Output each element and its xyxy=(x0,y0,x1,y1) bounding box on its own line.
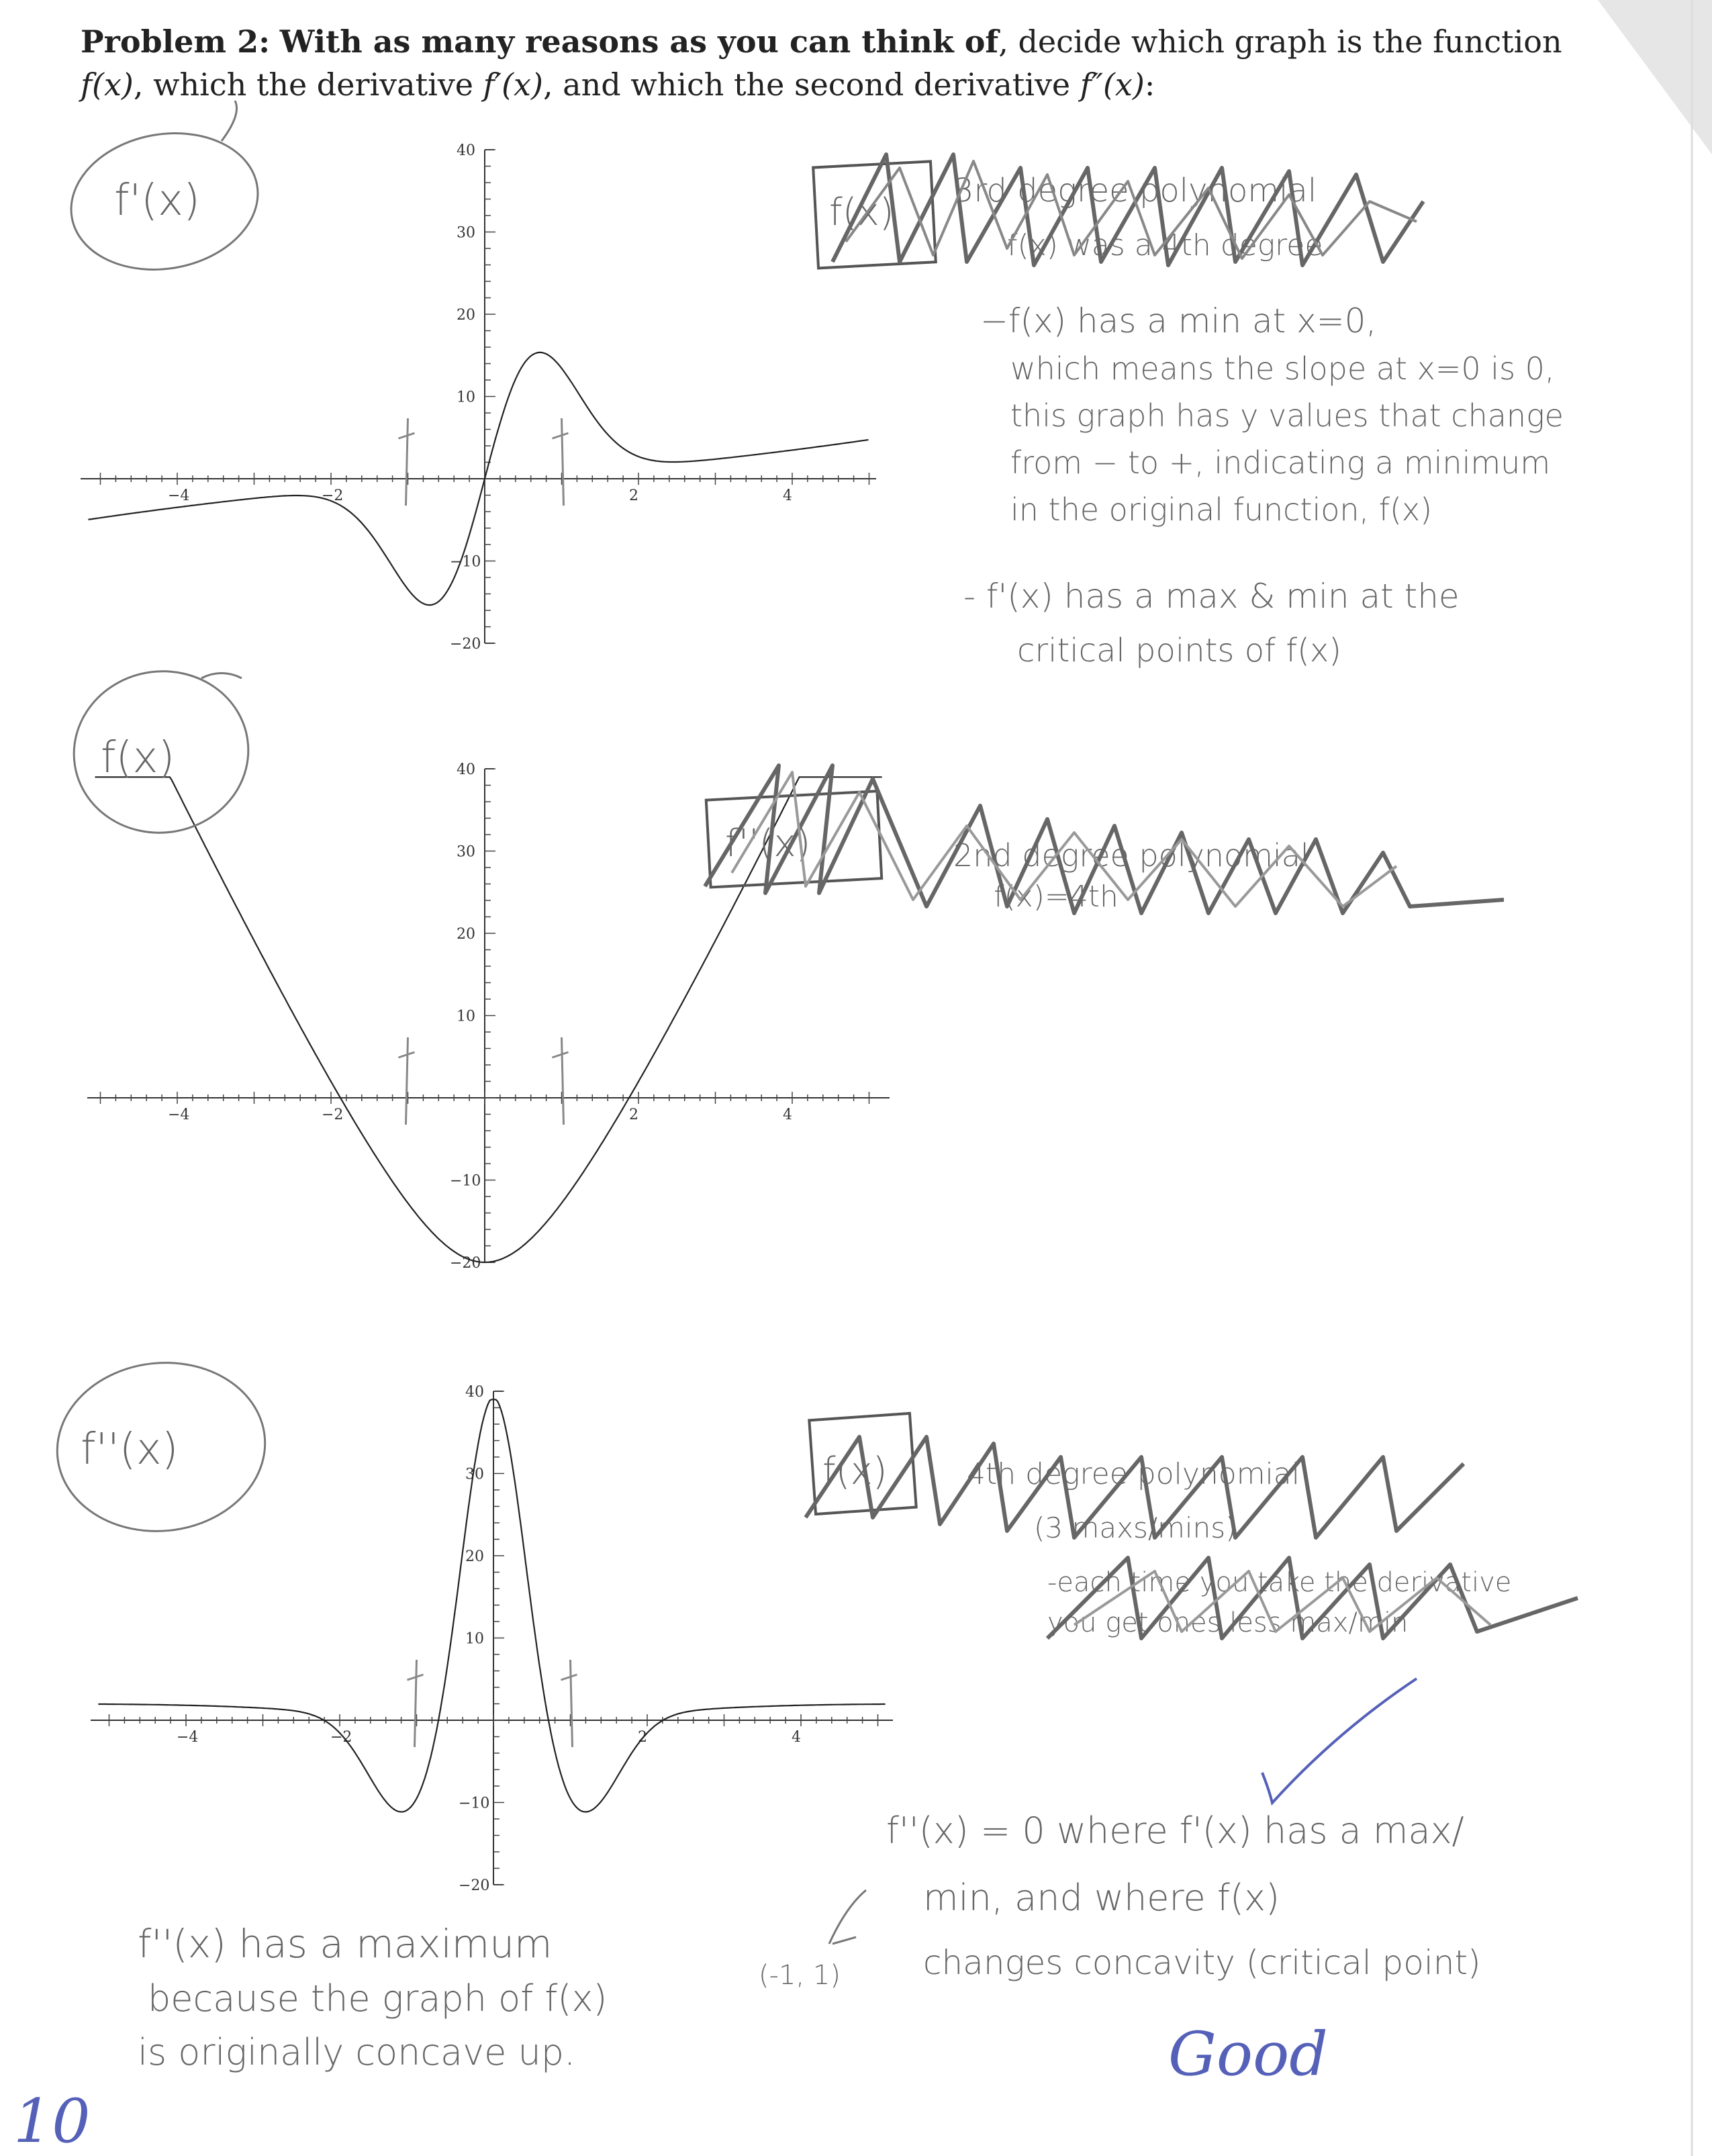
bottom-note-line-3: is originally concave up. xyxy=(138,2031,576,2073)
y-tick-label: 40 xyxy=(457,142,475,159)
note1b-line-1: - f'(x) has a max & min at the xyxy=(963,577,1460,616)
y-tick-label: −20 xyxy=(459,1877,490,1894)
x-tick-label: −2 xyxy=(322,487,344,504)
pencil-marker xyxy=(415,1660,417,1747)
y-tick-label: −20 xyxy=(450,1255,481,1272)
curve-line xyxy=(98,1399,885,1812)
problem-text-1: , decide which graph is the function xyxy=(998,24,1562,60)
pencil-marker-dash xyxy=(553,433,569,438)
y-tick-label: 20 xyxy=(465,1548,484,1565)
x-tick-label: 4 xyxy=(783,1107,792,1123)
x-tick-label: 2 xyxy=(629,1107,638,1123)
problem-fpx: f′(x) xyxy=(483,66,543,103)
pencil-marker xyxy=(562,418,564,506)
pencil-marker xyxy=(571,1660,573,1747)
crossed-text-1a: 3rd degree polynomial xyxy=(953,172,1317,209)
x-tick-label: 2 xyxy=(638,1729,647,1746)
crossed-box-text-1: f(x) xyxy=(829,191,894,234)
pencil-marker xyxy=(562,1037,564,1125)
note1-line-3: this graph has y values that change xyxy=(1010,397,1564,434)
y-tick-label: 30 xyxy=(457,224,475,242)
y-tick-label: −10 xyxy=(450,1172,481,1190)
crossed-out-note-1 xyxy=(813,154,1423,268)
y-tick-label: 10 xyxy=(465,1630,484,1648)
y-tick-label: −20 xyxy=(450,636,481,653)
problem-bold-instruction: With as many reasons as you can think of xyxy=(279,24,999,60)
note1-line-5: in the original function, f(x) xyxy=(1010,491,1433,528)
circled-label-2 xyxy=(64,660,259,844)
y-tick-label: 10 xyxy=(457,1008,475,1025)
pencil-marker xyxy=(406,1037,408,1125)
x-tick-label: −2 xyxy=(322,1107,344,1123)
y-tick-label: −10 xyxy=(459,1795,490,1812)
note3-line-1: f''(x) = 0 where f'(x) has a max/ xyxy=(886,1810,1464,1852)
y-tick-label: 10 xyxy=(457,389,475,406)
grader-comment: Good xyxy=(1168,2019,1328,2090)
crossed-text-3b: (3 maxs/mins) xyxy=(1034,1511,1237,1544)
y-tick-label: 40 xyxy=(457,761,475,778)
problem-text-4: : xyxy=(1144,66,1155,103)
pencil-marker-dash xyxy=(553,1052,569,1058)
y-tick-label: 40 xyxy=(465,1384,484,1401)
circled-label-text-2: f(x) xyxy=(101,733,175,783)
y-tick-label: 20 xyxy=(457,307,475,324)
crossed-text-3d: you get ones less max/min xyxy=(1047,1607,1409,1638)
crossed-text-2a: 2nd degree polynomial xyxy=(953,837,1309,874)
note1-line-4: from − to +, indicating a minimum xyxy=(1010,444,1551,481)
problem-fx: f(x) xyxy=(81,66,134,103)
problem-text-2: , which the derivative xyxy=(133,66,473,103)
problem-text-3: , and which the second derivative xyxy=(542,66,1071,103)
circled-label-3 xyxy=(49,1352,273,1541)
x-tick-label: 2 xyxy=(629,487,638,504)
note3-line-2: min, and where f(x) xyxy=(923,1877,1280,1919)
circled-label-text-3: f''(x) xyxy=(81,1425,179,1474)
score: 10 xyxy=(13,2086,91,2156)
crossed-text-3c: -each time you take the derivative xyxy=(1047,1567,1512,1598)
bottom-note-line-1: f''(x) has a maximum xyxy=(138,1921,553,1967)
crossed-text-1b: f(x) was a 4th degree xyxy=(1007,228,1323,263)
note1-line-1: −f(x) has a min at x=0, xyxy=(980,301,1377,340)
crossed-out-note-3 xyxy=(806,1413,1578,1638)
note-block-1 xyxy=(963,301,1564,669)
x-tick-label: 4 xyxy=(783,487,792,504)
circled-label-text-1: f'(x) xyxy=(114,176,200,226)
problem-label: Problem 2: xyxy=(81,24,271,60)
y-tick-label: 20 xyxy=(457,926,475,943)
note-block-bottom-left xyxy=(138,1921,608,2073)
note-block-3 xyxy=(759,1810,1481,1991)
crossed-text-2b: f(x)=4th xyxy=(994,880,1119,914)
crossed-box-text-3: f(x) xyxy=(822,1450,888,1493)
check-mark xyxy=(1262,1679,1417,1803)
x-tick-label: −4 xyxy=(168,1107,190,1123)
crossed-text-3a: 4th degree polynomial xyxy=(967,1457,1300,1491)
y-tick-label: 30 xyxy=(457,843,475,861)
y-tick-label: 30 xyxy=(465,1466,484,1483)
point-arrow xyxy=(829,1890,866,1944)
x-tick-label: −4 xyxy=(168,487,190,504)
scan-corner-shadow xyxy=(1598,0,1712,154)
note3-line-3: changes concavity (critical point) xyxy=(923,1943,1481,1982)
x-tick-label: −2 xyxy=(330,1729,352,1746)
pencil-marker xyxy=(406,418,408,506)
crossed-box-text-2: f''(x) xyxy=(725,822,811,865)
x-tick-label: 4 xyxy=(792,1729,801,1746)
note1b-line-2: critical points of f(x) xyxy=(1017,632,1341,669)
crossed-out-note-2 xyxy=(705,765,1504,914)
problem-fppx: f″(x) xyxy=(1080,66,1145,103)
y-tick-label: −10 xyxy=(450,553,481,571)
pencil-marker-dash xyxy=(561,1675,577,1680)
circled-label-1 xyxy=(60,101,269,284)
graph-fdoubleprime xyxy=(91,1384,893,1894)
note1-line-2: which means the slope at x=0 is 0, xyxy=(1010,350,1555,387)
point-label: (-1, 1) xyxy=(759,1960,841,1991)
bottom-note-line-2: because the graph of f(x) xyxy=(148,1977,608,2020)
x-tick-label: −4 xyxy=(177,1729,199,1746)
